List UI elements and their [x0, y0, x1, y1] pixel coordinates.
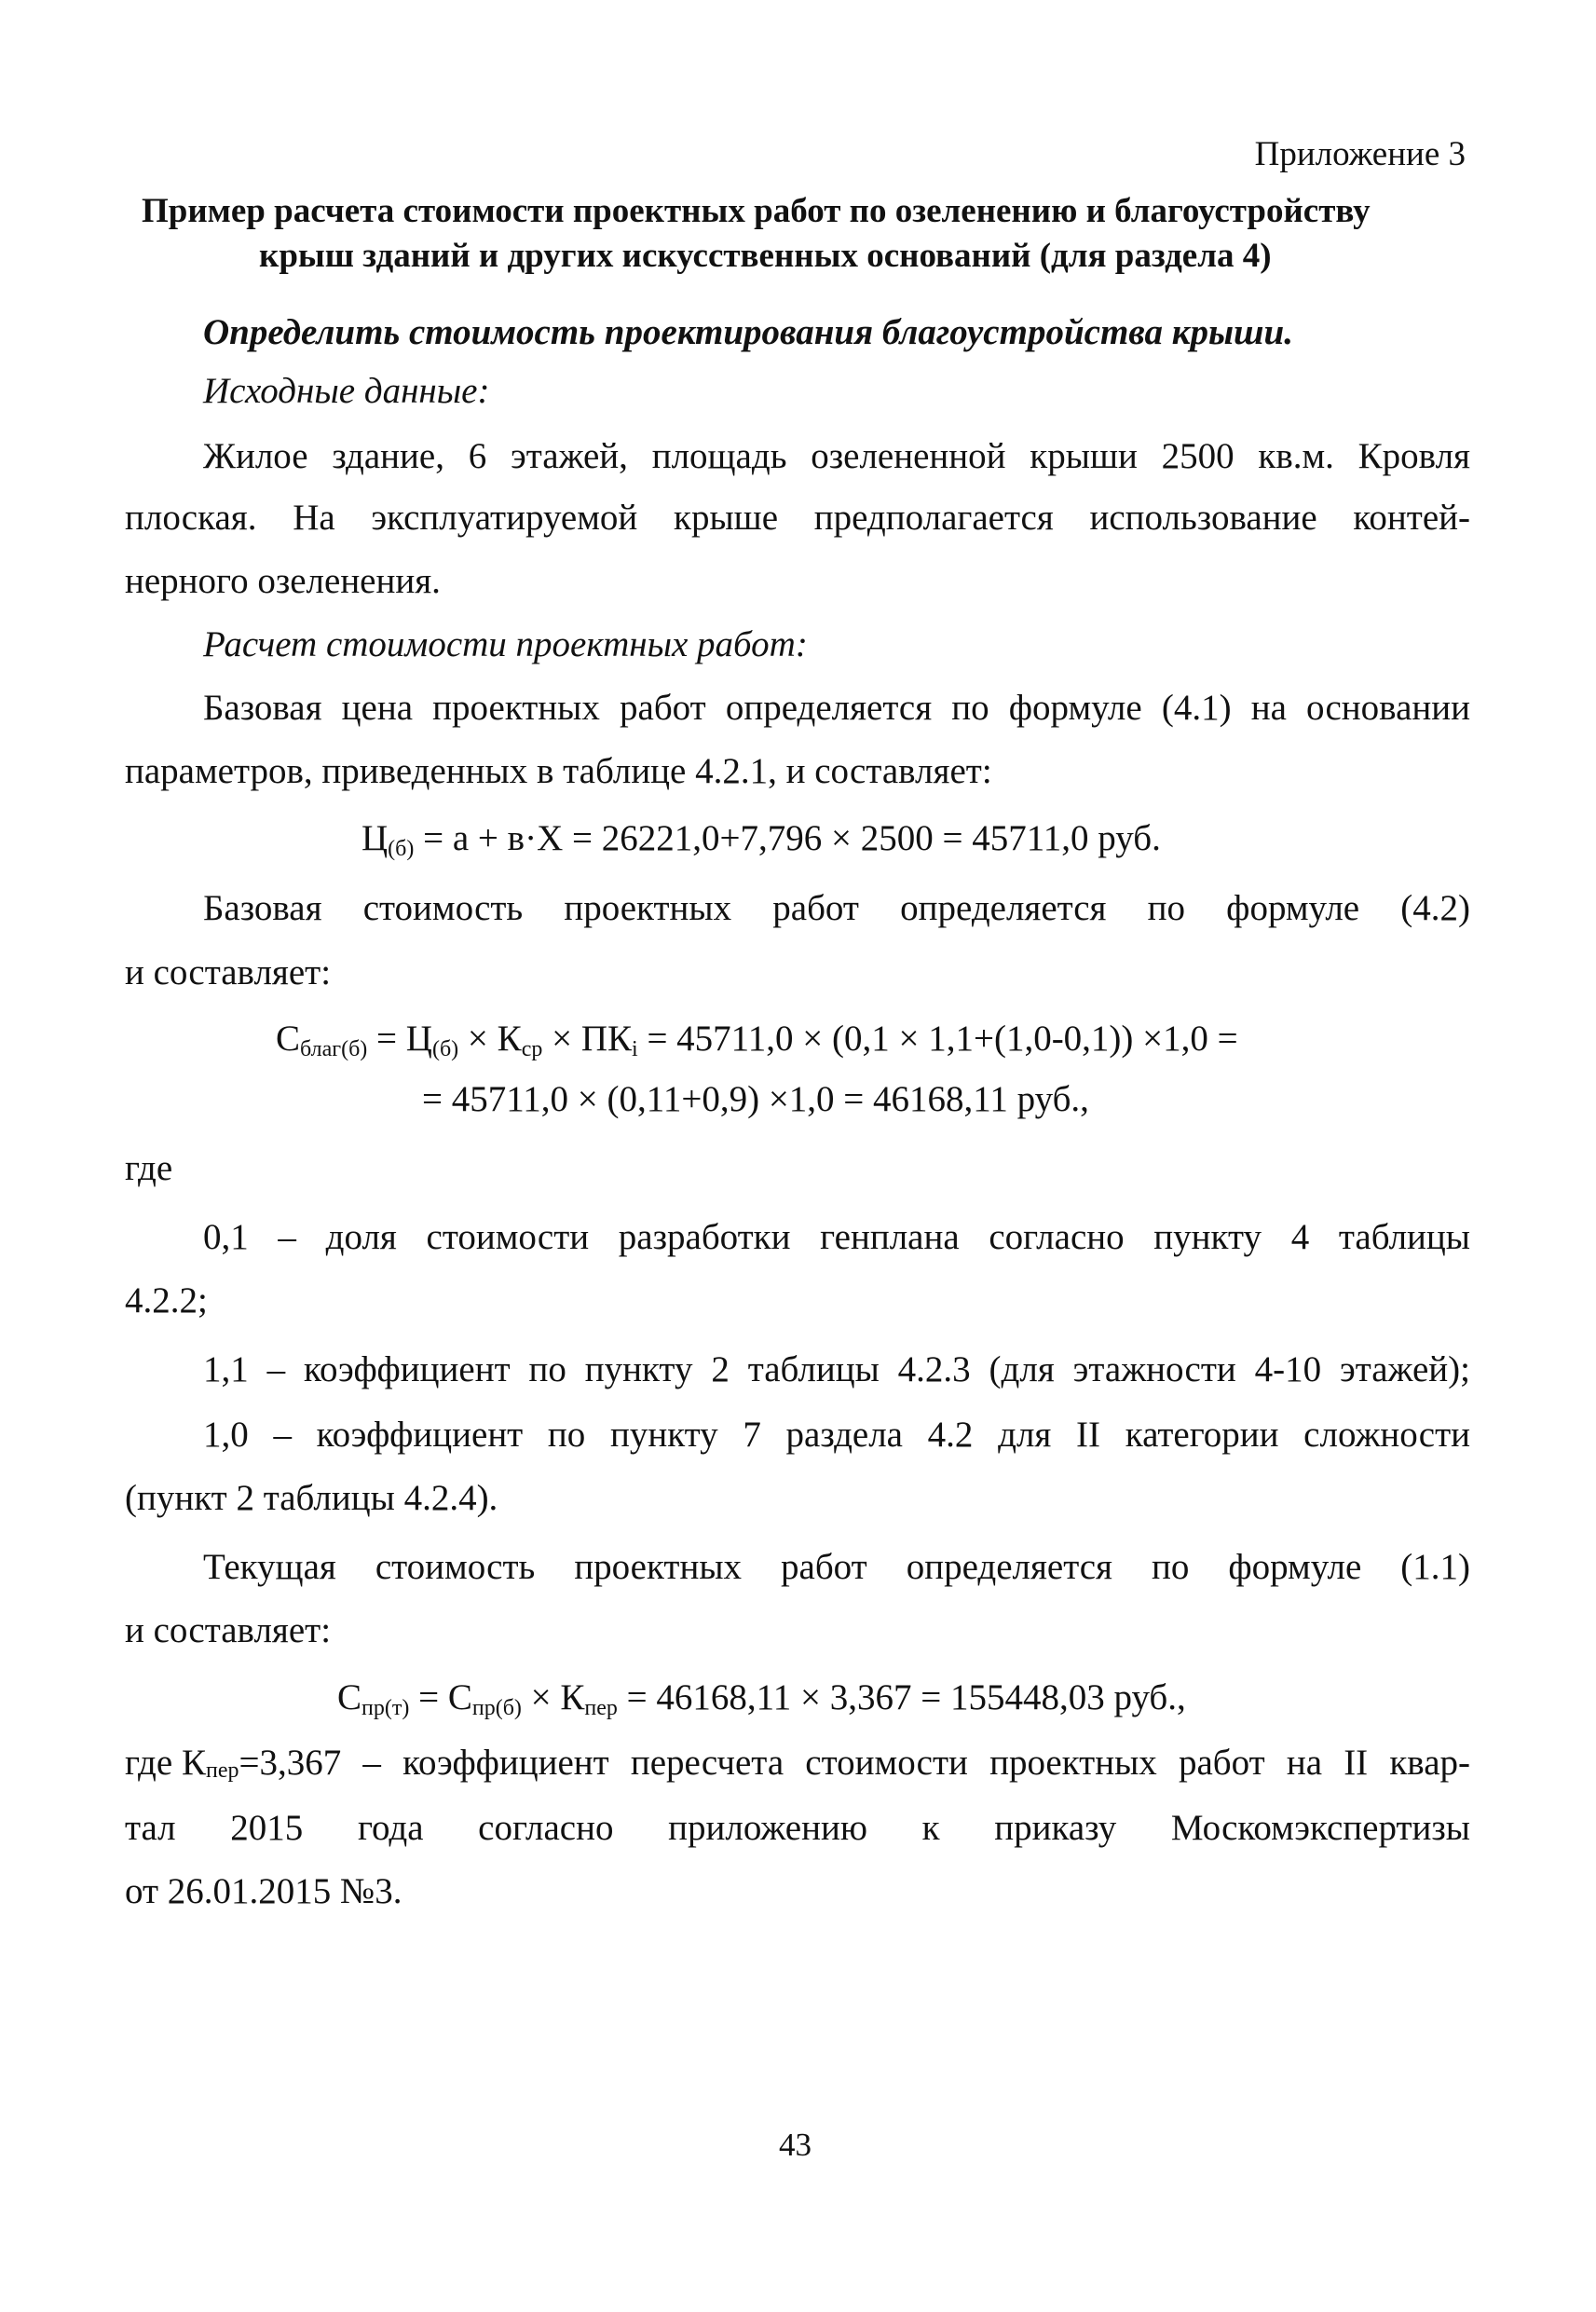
explanation-3-line-1: 1,0 – коэффициент по пункту 7 раздела 4.2 для II категории сложности: [203, 1415, 1470, 1455]
page-number: 43: [779, 2127, 812, 2163]
title-line-1: Пример расчета стоимости проектных работ по озеленению и благоустройству: [142, 192, 1371, 230]
current-cost-line-1: Текущая стоимость проектных работ определяется по формуле (1.1): [203, 1547, 1470, 1587]
title-line-2: крыш зданий и других искусственных оснований (для раздела 4): [259, 237, 1272, 275]
explanation-3-line-2: (пункт 2 таблицы 4.2.4).: [125, 1478, 498, 1518]
base-cost-line-1: Базовая стоимость проектных работ определяется по формуле (4.2): [203, 888, 1470, 928]
task-statement: Определить стоимость проектирования благоустройства крыши.: [203, 312, 1293, 352]
source-data-line-2: плоская. На эксплуатируемой крыше предполагается использование контей-: [125, 498, 1470, 538]
explanation-2: 1,1 – коэффициент по пункту 2 таблицы 4.2.3 (для этажности 4-10 этажей);: [203, 1349, 1470, 1389]
calc-heading: Расчет стоимости проектных работ:: [203, 624, 808, 664]
base-price-formula: $Ц_{(б)} = а + в\cdot Х = 26221,0+7,796 \times 2500 = 45711,0$ руб.: [361, 818, 1161, 861]
base-price-line-1: Базовая цена проектных работ определяется по формуле (4.1) на основании: [203, 688, 1470, 728]
current-cost-formula: $С_{пр(т)} = С_{пр(б)} \times К_{пер} = 46168,11 \times 3,367 = 155448,03$ руб.,: [337, 1677, 1186, 1720]
base-cost-formula-2: = 45711,0 × (0,11+0,9) ×1,0 = 46168,11 руб.,: [422, 1079, 1089, 1119]
note-line-2: тал 2015 года согласно приложению к приказу Москомэкспертизы: [125, 1808, 1470, 1848]
note-line-3: от 26.01.2015 №3.: [125, 1871, 402, 1911]
base-cost-line-2: и составляет:: [125, 952, 332, 992]
where-label: где: [125, 1148, 173, 1188]
source-data-line-3: нерного озеленения.: [125, 561, 441, 601]
explanation-1-line-1: 0,1 – доля стоимости разработки генплана согласно пункту 4 таблицы: [203, 1217, 1470, 1257]
source-data-line-1: Жилое здание, 6 этажей, площадь озелененной крыши 2500 кв.м. Кровля: [203, 436, 1470, 476]
note-line-1: где К $_{пер}$ =3,367 – коэффициент пересчета стоимости проектных работ на II квар-: [125, 1743, 1470, 1783]
explanation-1-line-2: 4.2.2;: [125, 1280, 208, 1320]
base-cost-formula-1: $С_{благ(б)} = Ц_{(б)} \times К_{ср} \times ПК_i = 45711,0 \times (0,1 \times 1,1+(1,0-0,1)) \times 1,0$ =: [276, 1019, 1238, 1061]
base-price-line-2: параметров, приведенных в таблице 4.2.1, и составляет:: [125, 751, 992, 791]
current-cost-line-2: и составляет:: [125, 1610, 332, 1650]
source-data-heading: Исходные данные:: [203, 371, 490, 411]
appendix-label: Приложение 3: [1254, 135, 1466, 173]
